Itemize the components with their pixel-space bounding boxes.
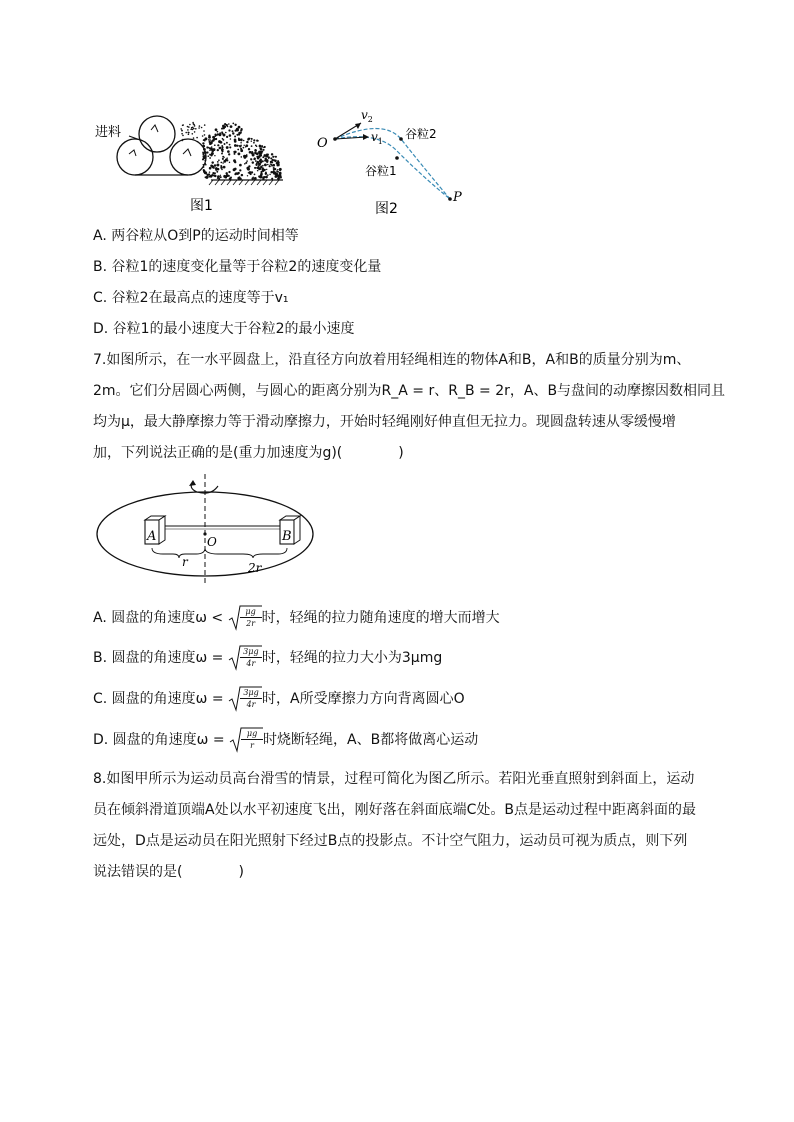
trajectory-diagram — [313, 103, 473, 218]
feed-label: 进料 — [95, 125, 122, 140]
figure-2 — [313, 103, 473, 218]
q7-option-c: C. 圆盘的角速度ω = $\frac{3\mu g}{4r}$ 时，A所受摩擦力方向背离圆心O — [93, 686, 465, 712]
q7-option-d: D. 圆盘的角速度ω = $\frac{\mu g}{r}$ 时烧断轻绳，A、B都将做离心运动 — [93, 727, 478, 753]
q6-option-d: D. 谷粒1的最小速度大于谷粒2的最小速度 — [93, 321, 355, 337]
q8-stem-line-3: 远处，D点是运动员在阳光照射下经过B点的投影点。不计空气阻力，运动员可视为质点，则下列 — [93, 833, 688, 849]
grain-pile — [180, 122, 282, 181]
sqrt-expression: $\frac{3\mu g}{4r}$ — [228, 686, 262, 712]
block-B-label: B — [282, 529, 292, 544]
q7-option-a: A. 圆盘的角速度ω < $\frac{\mu g}{2r}$ 时，轻绳的拉力随角速度的增大而增大 — [93, 605, 500, 631]
v1-label: $v_1$ — [371, 130, 383, 146]
q7-stem-line-4: 加，下列说法正确的是(重力加速度为g)( ) — [93, 445, 404, 461]
q7-option-b: B. 圆盘的角速度ω = $\frac{3\mu g}{4r}$ 时，轻绳的拉力大小为3μmg — [93, 645, 442, 671]
distance-2r-label: 2r — [248, 561, 262, 575]
q6-option-b: B. 谷粒1的速度变化量等于谷粒2的速度变化量 — [93, 259, 382, 275]
q6-option-a: A. 两谷粒从O到P的运动时间相等 — [93, 228, 299, 244]
center-O-label: O — [207, 535, 217, 549]
threshing-machine-diagram — [93, 108, 293, 218]
q8-stem-line-2: 员在倾斜滑道顶端A处以水平初速度飞出，刚好落在斜面底端C处。B点是运动过程中距离斜面的最 — [93, 802, 696, 818]
grain-1-label: 谷粒1 — [365, 164, 397, 178]
point-O-label: O — [317, 136, 328, 151]
distance-r-label: r — [182, 555, 188, 569]
sqrt-expression: $\frac{\mu g}{r}$ — [229, 727, 263, 753]
q7-stem-line-3: 均为μ，最大静摩擦力等于滑动摩擦力，开始时轻绳刚好伸直但无拉力。现圆盘转速从零缓慢增 — [93, 414, 676, 430]
point-P-label: P — [453, 190, 462, 205]
rotating-disk-diagram — [93, 472, 318, 587]
figure-2-caption: 图2 — [375, 201, 398, 217]
v2-label: $v_2$ — [361, 108, 373, 124]
q6-option-c: C. 谷粒2在最高点的速度等于v₁ — [93, 290, 289, 306]
q8-stem-line-1: 8.如图甲所示为运动员高台滑雪的情景，过程可简化为图乙所示。若阳光垂直照射到斜面上，运动 — [93, 771, 695, 787]
figure-1-caption: 图1 — [190, 198, 213, 214]
block-A-label: A — [147, 529, 157, 544]
q7-stem-line-2: 2m。它们分居圆心两侧，与圆心的距离分别为R_A = r、R_B = 2r，A、B与盘间的动摩擦因数相同且 — [93, 383, 726, 399]
grain-2-label: 谷粒2 — [405, 127, 437, 141]
figure-1 — [93, 108, 293, 218]
sqrt-expression: $\frac{3\mu g}{4r}$ — [228, 645, 262, 671]
q7-stem-line-1: 7.如图所示，在一水平圆盘上，沿直径方向放着用轻绳相连的物体A和B，A和B的质量分别为m、 — [93, 352, 691, 368]
q8-stem-line-4: 说法错误的是( ) — [93, 864, 244, 880]
q7-figure-disk — [93, 472, 318, 587]
sqrt-expression: $\frac{\mu g}{2r}$ — [228, 605, 262, 631]
